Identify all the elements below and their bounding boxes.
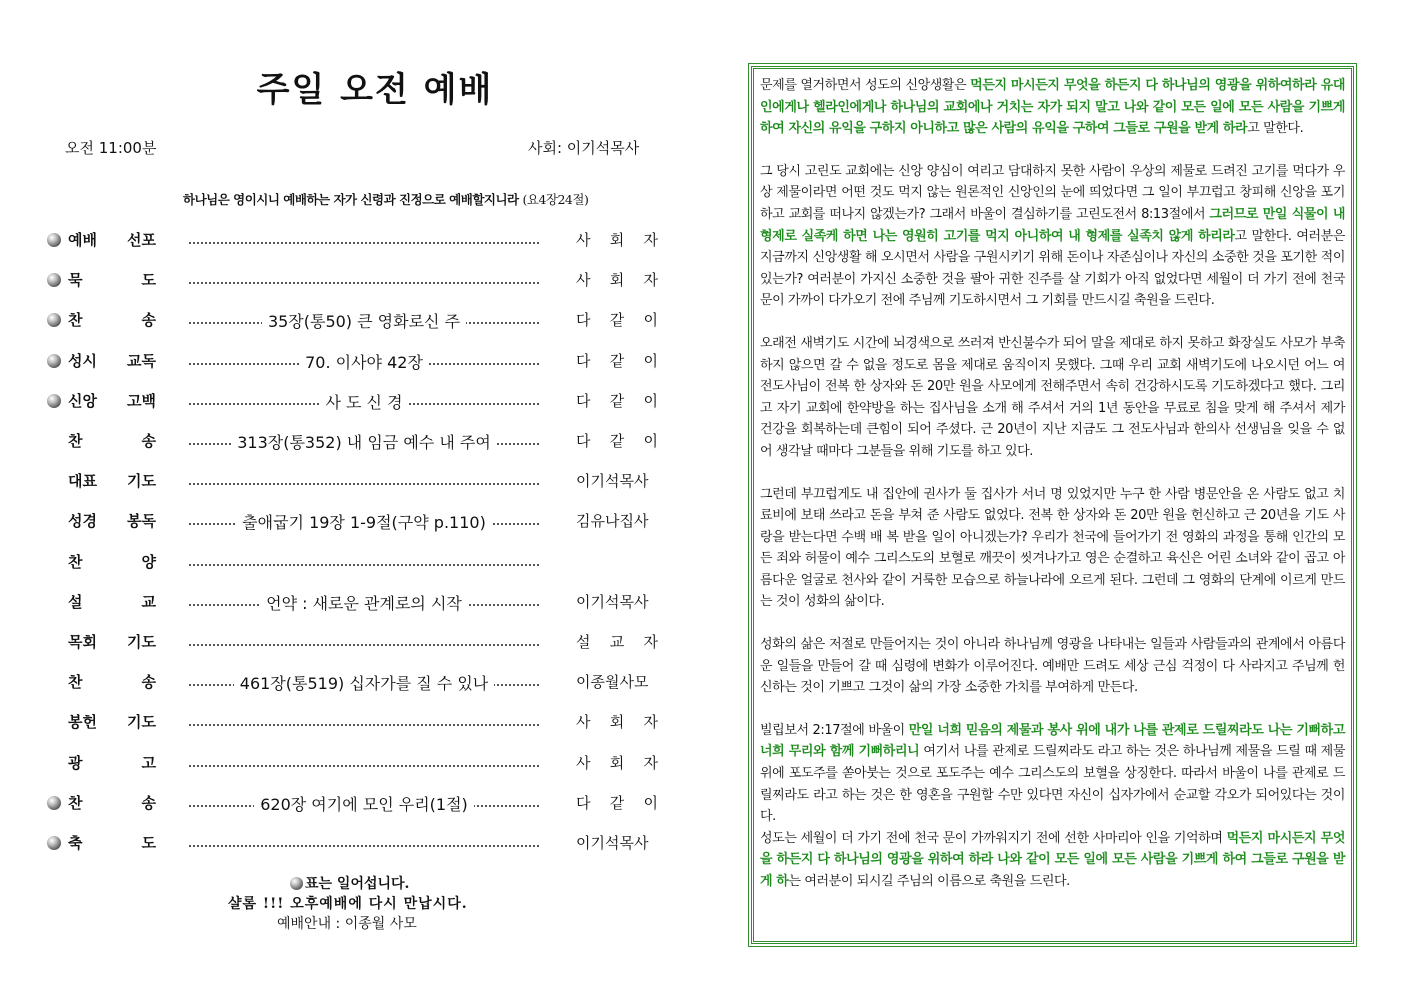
order-item-label-part: 선포 — [127, 231, 156, 249]
order-item-label — [68, 792, 156, 813]
order-item-label-part: 대표 — [68, 472, 97, 491]
order-item-leader — [189, 269, 539, 293]
order-item-label-part: 기도 — [127, 713, 156, 732]
order-item-leader — [189, 430, 539, 454]
order-item-leader — [189, 350, 539, 374]
order-item — [44, 588, 664, 616]
order-item-role: 사 회 자 — [576, 231, 658, 249]
theme-verse-ref: (요4장24절) — [522, 192, 589, 207]
order-item-label-part: 도 — [141, 834, 156, 852]
sermon-paragraph — [760, 75, 1345, 140]
order-item — [44, 306, 664, 334]
order-item-role: 이기석목사 — [576, 592, 649, 611]
order-item-label — [68, 591, 156, 612]
bullet-icon — [290, 877, 303, 890]
sermon-paragraph — [760, 720, 1345, 893]
sermon-text: 그 당시 고린도 교회에는 신앙 양심이 여리고 담대하지 못한 사람이 우상의 제물로 드려진 고기를 먹다가 우상 제물이라면 어떤 것도 먹지 않는 원론적인 신앙인의 눈에 띄었다면 그 일이 부끄럽고 창피해 신앙을 포기하고 교회를 떠나지 않겠는가? 그래서 바울이 결심하기를 고린도전서 8:13절에서 — [760, 163, 1345, 222]
sermon-text-box — [751, 66, 1354, 944]
order-item-label — [68, 430, 156, 451]
bullet-icon — [47, 273, 61, 287]
order-item-label — [68, 470, 156, 491]
order-item-leader — [189, 591, 539, 615]
order-item-label-part: 묵 — [68, 271, 83, 290]
order-item-leader — [189, 551, 539, 575]
sermon-text: 빌립보서 2:17절에 바울이 — [760, 722, 909, 738]
farewell-notice: 샬롬 !!! 오후예배에 다시 만납시다. — [228, 896, 468, 912]
sermon-paragraph — [760, 484, 1345, 614]
dotted-leader — [189, 483, 539, 485]
order-item — [44, 427, 664, 455]
order-item-label-part: 송 — [141, 432, 156, 450]
order-item-label — [68, 631, 156, 652]
order-item-leader — [189, 711, 539, 735]
sermon-paragraph — [760, 161, 1345, 312]
dotted-leader — [189, 724, 539, 726]
order-item — [44, 387, 664, 415]
presider: 사회: 이기석목사 — [528, 139, 640, 157]
order-item — [44, 749, 664, 777]
theme-verse-text: 하나님은 영이시니 예배하는 자가 신령과 진정으로 예배할지니라 — [183, 192, 519, 207]
order-item-leader — [189, 470, 539, 494]
theme-verse — [183, 190, 588, 208]
order-item-label — [68, 711, 156, 732]
service-time: 오전 11:00분 — [65, 139, 157, 157]
order-item-label — [68, 309, 156, 330]
sermon-text: 성도는 세월이 더 가기 전에 천국 문이 가까워지기 전에 선한 사마리아 인을 기억하며 — [760, 830, 1227, 846]
order-item — [44, 266, 664, 294]
order-item-role: 다 같 이 — [576, 391, 658, 410]
order-item — [44, 548, 664, 576]
order-item-role: 사 회 자 — [576, 713, 658, 732]
order-item-label — [68, 551, 156, 572]
sermon-text: 오래전 새벽기도 시간에 뇌경색으로 쓰러져 반신불수가 되어 말을 제대로 하지 못하고 화장실도 사모가 부축하지 않으면 갈 수 없을 정도로 몸을 제대로 움직이지 못했다. 그때 우리 교회 새벽기도에 나오시던 어느 여전도사님이 전복 한 상자와 돈 20만 원을 사모에게 전해주면서 속히 건강하시도록 기도하겠다고 했다. 그리고 자기 교회에 한약방을 하는 집사님을 소개 해 주셔서 거의 1년 동안을 무료로 침을 맞게 해 주셔서 제가 건강을 회복하는데 큰힘이 되어 주셨다. 근 20년이 지난 지금도 그 전도사님과 한의사 선생님을 잊을 수 없어 생각날 때마다 그분들을 위해 기도를 하고 있다. — [760, 335, 1345, 459]
order-item-leader — [189, 390, 539, 414]
order-item-label-part: 교독 — [127, 351, 156, 370]
dotted-leader — [189, 242, 539, 244]
order-item-detail: 313장(통352) 내 임금 예수 내 주여 — [231, 433, 497, 452]
bullet-icon — [47, 394, 61, 408]
order-item-label-part: 광 — [68, 753, 83, 772]
dotted-leader — [189, 765, 539, 767]
order-item-label — [68, 752, 156, 773]
order-item-role: 설 교 자 — [576, 633, 658, 651]
order-item — [44, 347, 664, 375]
order-item-role: 김유나집사 — [576, 512, 649, 531]
order-item-detail: 620장 여기에 모인 우리(1절) — [254, 795, 474, 814]
order-item-leader — [189, 752, 539, 776]
dotted-leader — [189, 564, 539, 566]
order-item-label-part: 찬 — [68, 673, 83, 692]
order-item-label-part: 축 — [68, 834, 83, 852]
order-item — [44, 467, 664, 495]
order-item — [44, 668, 664, 696]
order-item-label-part: 양 — [141, 552, 156, 571]
scripture-highlight: 그러므로 만일 식물이 내 형제로 실족케 하면 나는 영원히 고기를 먹지 아니하여 내 형제를 실족치 않게 하리라 — [760, 206, 1345, 244]
order-item-label-part: 봉헌 — [68, 713, 97, 732]
sermon-text: 는 여러분이 되시길 주님의 이름으로 축원을 드린다. — [788, 874, 1070, 889]
order-item-label — [68, 229, 156, 250]
order-item-label-part: 설 — [68, 592, 83, 611]
order-item-label-part: 신앙 — [68, 391, 97, 410]
order-item-leader — [189, 229, 539, 253]
scripture-highlight: 만일 너희 믿음의 제물과 봉사 위에 내가 나를 관제로 드릴찌라도 나는 기뻐하고 너희 무리와 함께 기뻐하리니 — [760, 722, 1345, 760]
order-item-role: 사 회 자 — [576, 271, 658, 290]
order-item — [44, 789, 664, 817]
sermon-text: 문제를 열거하면서 성도의 신앙생활은 — [760, 78, 971, 93]
order-item-label — [68, 832, 156, 853]
sermon-text: 그런데 부끄럽게도 내 집안에 권사가 둘 집사가 서너 명 있었지만 누구 한 사람 병문안을 온 사람도 없고 치료비에 보태 쓰라고 돈을 부쳐 준 사람도 없었다. 전복 한 상자와 돈 20만 원을 헌신하고 근 20년을 기도 사랑을 받는다면 수백 배 복 받을 일이 아니겠는가? 우리가 천국에 들어가기 전 영화의 과정을 통해 인간의 모든 죄와 허물이 예수 그리스도의 보혈로 깨끗이 씻겨나가고 영은 순결하고 육신은 어린 소녀와 같이 곱고 아름다운 얼굴로 천사와 같이 거룩한 모습으로 하늘나라에 오르게 된다. 그런데 그 영화의 단계에 이르게 만드는 것이 성화의 삶이다. — [760, 486, 1345, 610]
order-item-label — [68, 390, 156, 411]
standing-notice-text: 표는 일어섭니다. — [305, 876, 410, 892]
order-item-label-part: 송 — [141, 673, 156, 692]
order-item-label-part: 송 — [141, 793, 156, 812]
bullet-icon — [47, 354, 61, 368]
order-item-label-part: 성시 — [68, 351, 97, 370]
sermon-text: 고 말한다. — [1247, 121, 1304, 137]
order-item-role: 다 같 이 — [576, 793, 658, 812]
sermon-text: 성화의 삶은 저절로 만들어지는 것이 아니라 하나님께 영광을 나타내는 일들과 사람들과의 관계에서 아름다운 일들을 만들어 갈 때 심령에 변화가 이루어진다. 예배만 드려도 세상 근심 걱정이 다 사라지고 주님께 헌신하는 것이 기쁘고 그것이 삶의 가장 소중한 가치를 부여하게 만든다. — [760, 637, 1345, 696]
order-item-label-part: 기도 — [127, 633, 156, 651]
bullet-icon — [47, 836, 61, 850]
order-item-leader — [189, 671, 539, 695]
order-item-role: 사 회 자 — [576, 753, 658, 772]
order-item-label — [68, 350, 156, 371]
sermon-paragraph — [760, 333, 1345, 463]
sermon-paragraph — [760, 634, 1345, 699]
order-item-label-part: 찬 — [68, 432, 83, 450]
order-item-leader — [189, 832, 539, 856]
order-item-leader — [189, 792, 539, 816]
order-item-label — [68, 269, 156, 290]
order-item — [44, 628, 664, 656]
sermon-text: 여기서 나를 관제로 드릴찌라도 라고 하는 것은 하나님께 제물을 드릴 때 제물 위에 포도주를 쏟아붓는 것으로 포도주는 예수 그리스도의 보혈을 상징한다. 따라서 바울이 나를 관제로 드릴찌라도 라고 하는 것은 한 영혼을 구원할 수만 있다면 자신이 십자가에서 순교할 각오가 되어있다는 것이다. — [760, 744, 1345, 825]
order-item-detail: 언약 : 새로운 관계로의 시작 — [260, 594, 468, 613]
scripture-highlight: 먹든지 마시든지 무엇을 하든지 다 하나님의 영광을 위하여 하라 나와 같이 모든 일에 모든 사람을 기쁘게 하여 그들로 구원을 받게 하 — [760, 830, 1345, 889]
sermon-text: 고 말한다. 여러분은 지금까지 신앙생활 해 오시면서 사람을 구원시키기 위해 돈이나 자존심이나 자신의 소중한 것을 포기한 적이 있는가? 여러분이 가지신 소중한 것을 팔아 귀한 진주를 살 기회가 아직 없었다면 세월이 더 가기 전에 천국 문이 가까이 다가오기 전에 주님께 기도하시면서 그 기회를 만드시길 축원을 드린다. — [760, 228, 1345, 309]
order-item — [44, 708, 664, 736]
order-item-label-part: 도 — [141, 271, 156, 290]
dotted-leader — [189, 845, 539, 847]
order-item-role: 다 같 이 — [576, 351, 658, 370]
order-item-detail: 사 도 신 경 — [319, 393, 408, 412]
order-item-detail: 35장(통50) 큰 영화로신 주 — [262, 312, 466, 331]
order-item-label — [68, 510, 156, 531]
standing-notice — [290, 873, 409, 893]
order-item-role: 다 같 이 — [576, 432, 658, 450]
order-item-label — [68, 671, 156, 692]
order-item-role: 다 같 이 — [576, 311, 658, 330]
dotted-leader — [189, 282, 539, 284]
dotted-leader — [189, 644, 539, 646]
bullet-icon — [47, 313, 61, 327]
order-item-label-part: 성경 — [68, 512, 97, 531]
order-item-detail: 70. 이사야 42장 — [299, 353, 429, 372]
order-item-label-part: 찬 — [68, 793, 83, 812]
order-item-label-part: 기도 — [127, 472, 156, 491]
order-item-role: 이기석목사 — [576, 472, 649, 491]
bullet-icon — [47, 233, 61, 247]
order-item-role: 이기석목사 — [576, 834, 649, 852]
order-item-leader — [189, 309, 539, 333]
guide-notice: 예배안내 : 이종월 사모 — [277, 916, 417, 932]
order-item — [44, 507, 664, 535]
page-title: 주일 오전 예배 — [256, 70, 494, 110]
order-item-label-part: 봉독 — [127, 512, 156, 531]
order-item-label-part: 목회 — [68, 633, 97, 651]
scripture-highlight: 먹든지 마시든지 무엇을 하든지 다 하나님의 영광을 위하여하라 유대인에게나 헬라인에게나 하나님의 교회에나 거치는 자가 되지 말고 나와 같이 모든 일에 모든 사람을 기쁘게 하여 자신의 유익을 구하지 아니하고 많은 사람의 유익을 구하여 그들로 구원을 받게 하라 — [760, 78, 1345, 137]
order-item-leader — [189, 631, 539, 655]
order-item-leader — [189, 510, 539, 534]
order-item-label-part: 예배 — [68, 231, 97, 249]
order-item-label-part: 찬 — [68, 311, 83, 330]
order-item-role: 이종월사모 — [576, 673, 649, 692]
order-item-label-part: 고백 — [127, 391, 156, 410]
order-item-label-part: 찬 — [68, 552, 83, 571]
order-item-label-part: 고 — [141, 753, 156, 772]
order-item — [44, 226, 664, 254]
bullet-icon — [47, 796, 61, 810]
order-item-label-part: 송 — [141, 311, 156, 330]
order-item-detail: 461장(통519) 십자가를 질 수 있나 — [234, 674, 494, 693]
order-item-label-part: 교 — [141, 592, 156, 611]
order-item-detail: 출애굽기 19장 1-9절(구약 p.110) — [236, 513, 492, 532]
order-item — [44, 829, 664, 857]
